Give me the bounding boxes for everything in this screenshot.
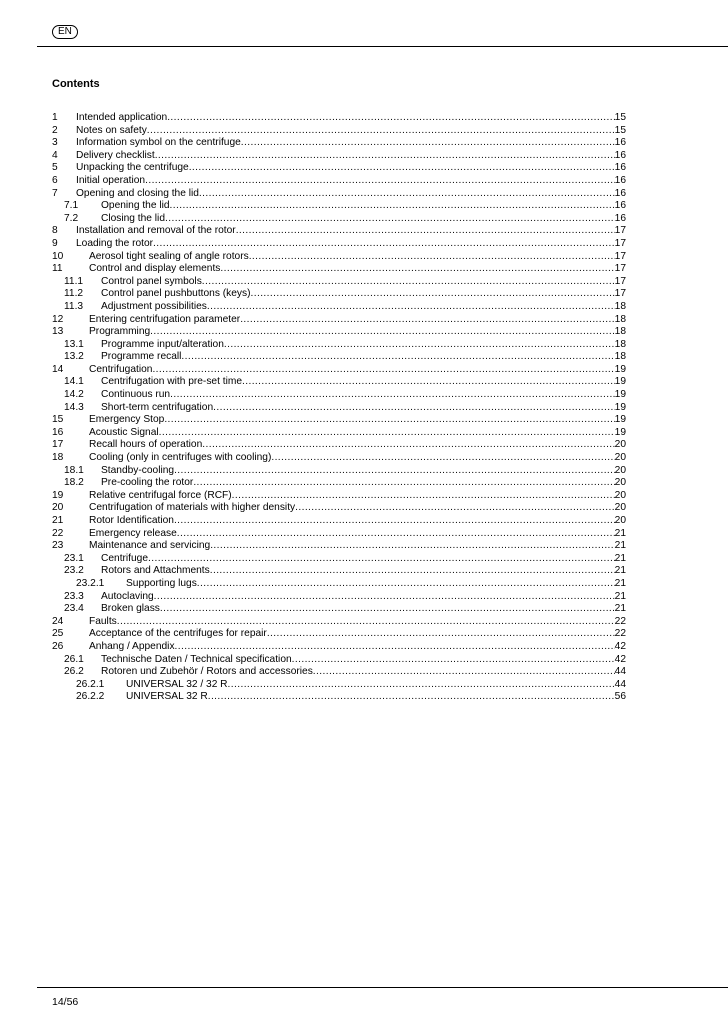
toc-title: Supporting lugs xyxy=(126,577,197,589)
toc-page: 17 xyxy=(614,237,626,249)
toc-entry[interactable] xyxy=(52,263,626,276)
toc-leader xyxy=(164,414,614,427)
toc-leader xyxy=(177,528,615,541)
toc-number: 3 xyxy=(52,137,58,149)
toc-title: Closing the lid xyxy=(101,212,165,224)
toc-leader xyxy=(152,364,614,377)
toc-leader xyxy=(242,376,615,389)
toc-page: 22 xyxy=(614,628,626,640)
toc-number: 7 xyxy=(52,187,58,199)
toc-leader xyxy=(208,691,615,704)
toc-page: 19 xyxy=(614,414,626,426)
toc-number: 23.3 xyxy=(64,590,84,602)
toc-leader xyxy=(207,301,615,314)
toc-entry[interactable] xyxy=(52,288,626,301)
toc-leader xyxy=(167,112,614,125)
toc-page: 21 xyxy=(614,603,626,615)
toc-title: Rotoren und Zubehör / Rotors and accessories xyxy=(101,666,313,678)
toc-leader xyxy=(189,162,615,175)
toc-number: 11.1 xyxy=(64,275,84,287)
toc-page: 21 xyxy=(614,577,626,589)
toc-title: Faults xyxy=(89,615,117,627)
toc-page: 20 xyxy=(614,502,626,514)
toc-leader xyxy=(197,578,615,591)
toc-entry[interactable] xyxy=(52,477,626,490)
toc-title: Rotors and Attachments xyxy=(101,565,210,577)
toc-number: 19 xyxy=(52,489,64,501)
toc-leader xyxy=(313,666,615,679)
toc-title: Maintenance and servicing xyxy=(89,540,211,552)
toc-number: 26.2.1 xyxy=(76,678,105,690)
toc-leader xyxy=(232,490,615,503)
toc-leader xyxy=(251,288,615,301)
toc-title: Relative centrifugal force (RCF) xyxy=(89,489,232,501)
toc-title: Initial operation xyxy=(76,174,146,186)
toc-entry[interactable] xyxy=(52,200,626,213)
toc-page: 17 xyxy=(614,225,626,237)
toc-leader xyxy=(160,603,615,616)
toc-leader xyxy=(241,137,615,150)
toc-entry[interactable] xyxy=(52,654,626,667)
toc-leader xyxy=(165,213,615,226)
toc-page: 20 xyxy=(614,464,626,476)
toc-entry[interactable] xyxy=(52,490,626,503)
toc-leader xyxy=(145,175,615,188)
toc-entry[interactable] xyxy=(52,452,626,465)
toc-leader xyxy=(199,188,615,201)
toc-leader xyxy=(181,351,614,364)
toc-entry[interactable] xyxy=(52,112,626,125)
toc-leader xyxy=(224,339,615,352)
toc-number: 17 xyxy=(52,439,64,451)
toc-title: Centrifugation with pre-set time xyxy=(101,376,242,388)
toc-leader xyxy=(170,389,615,402)
toc-leader xyxy=(148,553,615,566)
toc-number: 23.2.1 xyxy=(76,577,105,589)
toc-page: 19 xyxy=(614,389,626,401)
toc-number: 18.2 xyxy=(64,477,84,489)
toc-entry[interactable] xyxy=(52,301,626,314)
toc-entry[interactable] xyxy=(52,351,626,364)
toc-page: 21 xyxy=(614,527,626,539)
toc-leader xyxy=(271,452,614,465)
toc-title: Delivery checklist xyxy=(76,149,155,161)
toc-entry[interactable] xyxy=(52,528,626,541)
toc-number: 26.2.2 xyxy=(76,691,105,703)
toc-number: 18.1 xyxy=(64,464,84,476)
toc-page: 18 xyxy=(614,313,626,325)
toc-page: 21 xyxy=(614,590,626,602)
toc-number: 26.2 xyxy=(64,666,84,678)
toc-page: 16 xyxy=(614,162,626,174)
toc-number: 22 xyxy=(52,527,64,539)
toc-page: 20 xyxy=(614,489,626,501)
toc-title: Opening and closing the lid xyxy=(76,187,199,199)
toc-title: Rotor Identification xyxy=(89,515,174,526)
toc-number: 14.3 xyxy=(64,401,84,413)
toc-leader xyxy=(292,654,615,667)
toc-page: 18 xyxy=(614,351,626,363)
toc-title: Cooling (only in centrifuges with cooling) xyxy=(89,452,272,464)
toc-title: Technische Daten / Technical specification xyxy=(101,653,292,665)
toc-entry[interactable] xyxy=(52,326,626,339)
toc-leader xyxy=(228,679,615,692)
toc-entry[interactable] xyxy=(52,628,626,641)
toc-number: 4 xyxy=(52,149,58,161)
toc-title: Continuous run xyxy=(101,389,171,401)
toc-entry[interactable] xyxy=(52,238,626,251)
toc-entry[interactable] xyxy=(52,402,626,415)
toc-leader xyxy=(213,402,615,415)
toc-leader xyxy=(147,125,615,138)
toc-page: 20 xyxy=(614,477,626,489)
table-of-contents xyxy=(52,112,626,704)
toc-title: Standby-cooling xyxy=(101,464,175,476)
toc-page: 17 xyxy=(614,250,626,262)
toc-entry[interactable] xyxy=(52,515,626,528)
toc-entry[interactable] xyxy=(52,691,626,704)
toc-page: 17 xyxy=(614,263,626,275)
toc-title: Pre-cooling the rotor xyxy=(101,477,194,489)
toc-page: 18 xyxy=(614,338,626,350)
toc-page: 56 xyxy=(614,691,626,703)
toc-page: 44 xyxy=(614,666,626,678)
toc-number: 23.4 xyxy=(64,603,84,615)
toc-title: Programme recall xyxy=(101,351,182,363)
toc-page: 20 xyxy=(614,439,626,451)
toc-title: Notes on safety xyxy=(76,124,147,136)
toc-title: Opening the lid xyxy=(101,200,170,212)
toc-leader xyxy=(193,477,614,490)
toc-title: Centrifuge xyxy=(101,552,149,564)
toc-entry[interactable] xyxy=(52,553,626,566)
toc-entry[interactable] xyxy=(52,578,626,591)
toc-title: Loading the rotor xyxy=(76,237,154,249)
toc-title: Emergency Stop xyxy=(89,414,165,426)
toc-page: 17 xyxy=(614,288,626,300)
toc-entry[interactable] xyxy=(52,502,626,515)
toc-title: Entering centrifugation parameter xyxy=(89,313,241,325)
toc-page: 16 xyxy=(614,200,626,212)
toc-entry[interactable] xyxy=(52,225,626,238)
toc-title: Control and display elements xyxy=(89,263,221,275)
toc-page: 44 xyxy=(614,678,626,690)
toc-number: 16 xyxy=(52,426,64,438)
toc-leader xyxy=(202,276,615,289)
toc-entry[interactable] xyxy=(52,364,626,377)
toc-entry[interactable] xyxy=(52,666,626,679)
toc-entry[interactable] xyxy=(52,427,626,440)
toc-number: 11 xyxy=(52,263,63,275)
toc-title: Programming xyxy=(89,326,151,338)
toc-entry[interactable] xyxy=(52,389,626,402)
toc-title: Programme input/alteration xyxy=(101,338,224,350)
toc-number: 12 xyxy=(52,313,64,325)
toc-number: 13.1 xyxy=(64,338,84,350)
toc-entry[interactable] xyxy=(52,603,626,616)
toc-title: Centrifugation xyxy=(89,363,153,375)
toc-entry[interactable] xyxy=(52,591,626,604)
toc-page: 42 xyxy=(614,640,626,652)
toc-leader xyxy=(175,641,615,654)
toc-number: 6 xyxy=(52,174,58,186)
toc-page: 18 xyxy=(614,326,626,338)
toc-page: 16 xyxy=(614,212,626,224)
toc-number: 23 xyxy=(52,540,64,552)
toc-number: 26.1 xyxy=(64,653,84,665)
toc-leader xyxy=(202,439,614,452)
toc-number: 18 xyxy=(52,452,64,464)
toc-number: 24 xyxy=(52,615,64,627)
toc-entry[interactable] xyxy=(52,175,626,188)
toc-number: 14.2 xyxy=(64,389,84,401)
toc-title: Adjustment possibilities xyxy=(101,300,207,312)
toc-page: 16 xyxy=(614,187,626,199)
toc-entry[interactable] xyxy=(52,376,626,389)
toc-number: 10 xyxy=(52,250,64,262)
toc-title: Emergency release xyxy=(89,527,177,539)
toc-page: 22 xyxy=(614,615,626,627)
toc-number: 13.2 xyxy=(64,351,84,363)
toc-leader xyxy=(240,314,614,327)
toc-page: 16 xyxy=(614,149,626,161)
toc-title: Control panel pushbuttons (keys) xyxy=(101,288,251,300)
toc-page: 19 xyxy=(614,426,626,438)
toc-title: Short-term centrifugation xyxy=(101,401,214,413)
toc-entry[interactable] xyxy=(52,276,626,289)
toc-leader xyxy=(236,225,615,238)
toc-number: 21 xyxy=(52,515,64,526)
toc-leader xyxy=(117,616,615,629)
toc-entry[interactable] xyxy=(52,150,626,163)
toc-title: Unpacking the centrifuge xyxy=(76,162,189,174)
toc-number: 20 xyxy=(52,502,64,514)
toc-entry[interactable] xyxy=(52,414,626,427)
toc-entry[interactable] xyxy=(52,213,626,226)
header-rule xyxy=(37,46,728,47)
toc-number: 1 xyxy=(52,112,58,123)
toc-title: Autoclaving xyxy=(101,590,154,602)
page-number: 14/56 xyxy=(52,996,79,1008)
toc-page: 42 xyxy=(614,653,626,665)
toc-number: 23.2 xyxy=(64,565,84,577)
footer-rule xyxy=(37,987,728,988)
toc-number: 7.1 xyxy=(64,200,79,212)
toc-page: 15 xyxy=(614,112,626,123)
toc-leader xyxy=(154,591,615,604)
toc-leader xyxy=(155,150,615,163)
toc-leader xyxy=(159,427,615,440)
toc-page: 16 xyxy=(614,137,626,149)
toc-leader xyxy=(210,540,614,553)
toc-number: 25 xyxy=(52,628,64,640)
toc-entry[interactable] xyxy=(52,162,626,175)
toc-entry[interactable] xyxy=(52,679,626,692)
toc-entry[interactable] xyxy=(52,339,626,352)
toc-title: Control panel symbols xyxy=(101,275,202,287)
toc-page: 19 xyxy=(614,363,626,375)
toc-leader xyxy=(220,263,614,276)
toc-page: 20 xyxy=(614,452,626,464)
toc-leader xyxy=(249,251,615,264)
toc-title: UNIVERSAL 32 / 32 R xyxy=(126,678,228,690)
toc-entry[interactable] xyxy=(52,641,626,654)
toc-title: Broken glass xyxy=(101,603,160,615)
toc-title: Anhang / Appendix xyxy=(89,640,175,652)
toc-title: Installation and removal of the rotor xyxy=(76,225,236,237)
toc-leader xyxy=(174,515,615,528)
toc-title: Acceptance of the centrifuges for repair xyxy=(89,628,267,640)
toc-title: Information symbol on the centrifuge xyxy=(76,137,241,149)
toc-number: 14 xyxy=(52,363,64,375)
toc-number: 23.1 xyxy=(64,552,84,564)
toc-leader xyxy=(150,326,615,339)
toc-page: 19 xyxy=(614,376,626,388)
toc-entry[interactable] xyxy=(52,616,626,629)
page-title: Contents xyxy=(52,78,100,90)
toc-leader xyxy=(153,238,615,251)
toc-number: 7.2 xyxy=(64,212,79,224)
toc-number: 2 xyxy=(52,124,58,136)
toc-number: 14.1 xyxy=(64,376,84,388)
toc-entry[interactable] xyxy=(52,439,626,452)
toc-number: 8 xyxy=(52,225,58,237)
toc-page: 21 xyxy=(614,552,626,564)
toc-entry[interactable] xyxy=(52,540,626,553)
toc-title: Aerosol tight sealing of angle rotors xyxy=(89,250,249,262)
toc-page: 21 xyxy=(614,565,626,577)
toc-title: UNIVERSAL 32 R xyxy=(126,691,208,703)
toc-leader xyxy=(295,502,615,515)
toc-page: 20 xyxy=(614,515,626,526)
toc-entry[interactable] xyxy=(52,314,626,327)
toc-leader xyxy=(170,200,615,213)
toc-number: 11.3 xyxy=(64,300,84,312)
toc-title: Recall hours of operation xyxy=(89,439,203,451)
toc-entry[interactable] xyxy=(52,465,626,478)
toc-entry[interactable] xyxy=(52,137,626,150)
toc-entry[interactable] xyxy=(52,251,626,264)
toc-page: 15 xyxy=(614,124,626,136)
toc-number: 9 xyxy=(52,237,58,249)
toc-page: 18 xyxy=(614,300,626,312)
toc-leader xyxy=(210,565,615,578)
toc-number: 5 xyxy=(52,162,58,174)
toc-entry[interactable] xyxy=(52,125,626,138)
toc-number: 13 xyxy=(52,326,64,338)
toc-page: 21 xyxy=(614,540,626,552)
language-badge: EN xyxy=(52,25,78,39)
toc-entry[interactable] xyxy=(52,565,626,578)
toc-page: 17 xyxy=(614,275,626,287)
toc-number: 15 xyxy=(52,414,64,426)
toc-title: Centrifugation of materials with higher density xyxy=(89,502,296,514)
toc-number: 11.2 xyxy=(64,288,84,300)
toc-page: 16 xyxy=(614,174,626,186)
toc-leader xyxy=(267,628,615,641)
toc-title: Acoustic Signal xyxy=(89,426,159,438)
toc-page: 19 xyxy=(614,401,626,413)
toc-entry[interactable] xyxy=(52,188,626,201)
toc-number: 26 xyxy=(52,640,64,652)
toc-title: Intended application xyxy=(76,112,168,123)
toc-leader xyxy=(174,465,615,478)
